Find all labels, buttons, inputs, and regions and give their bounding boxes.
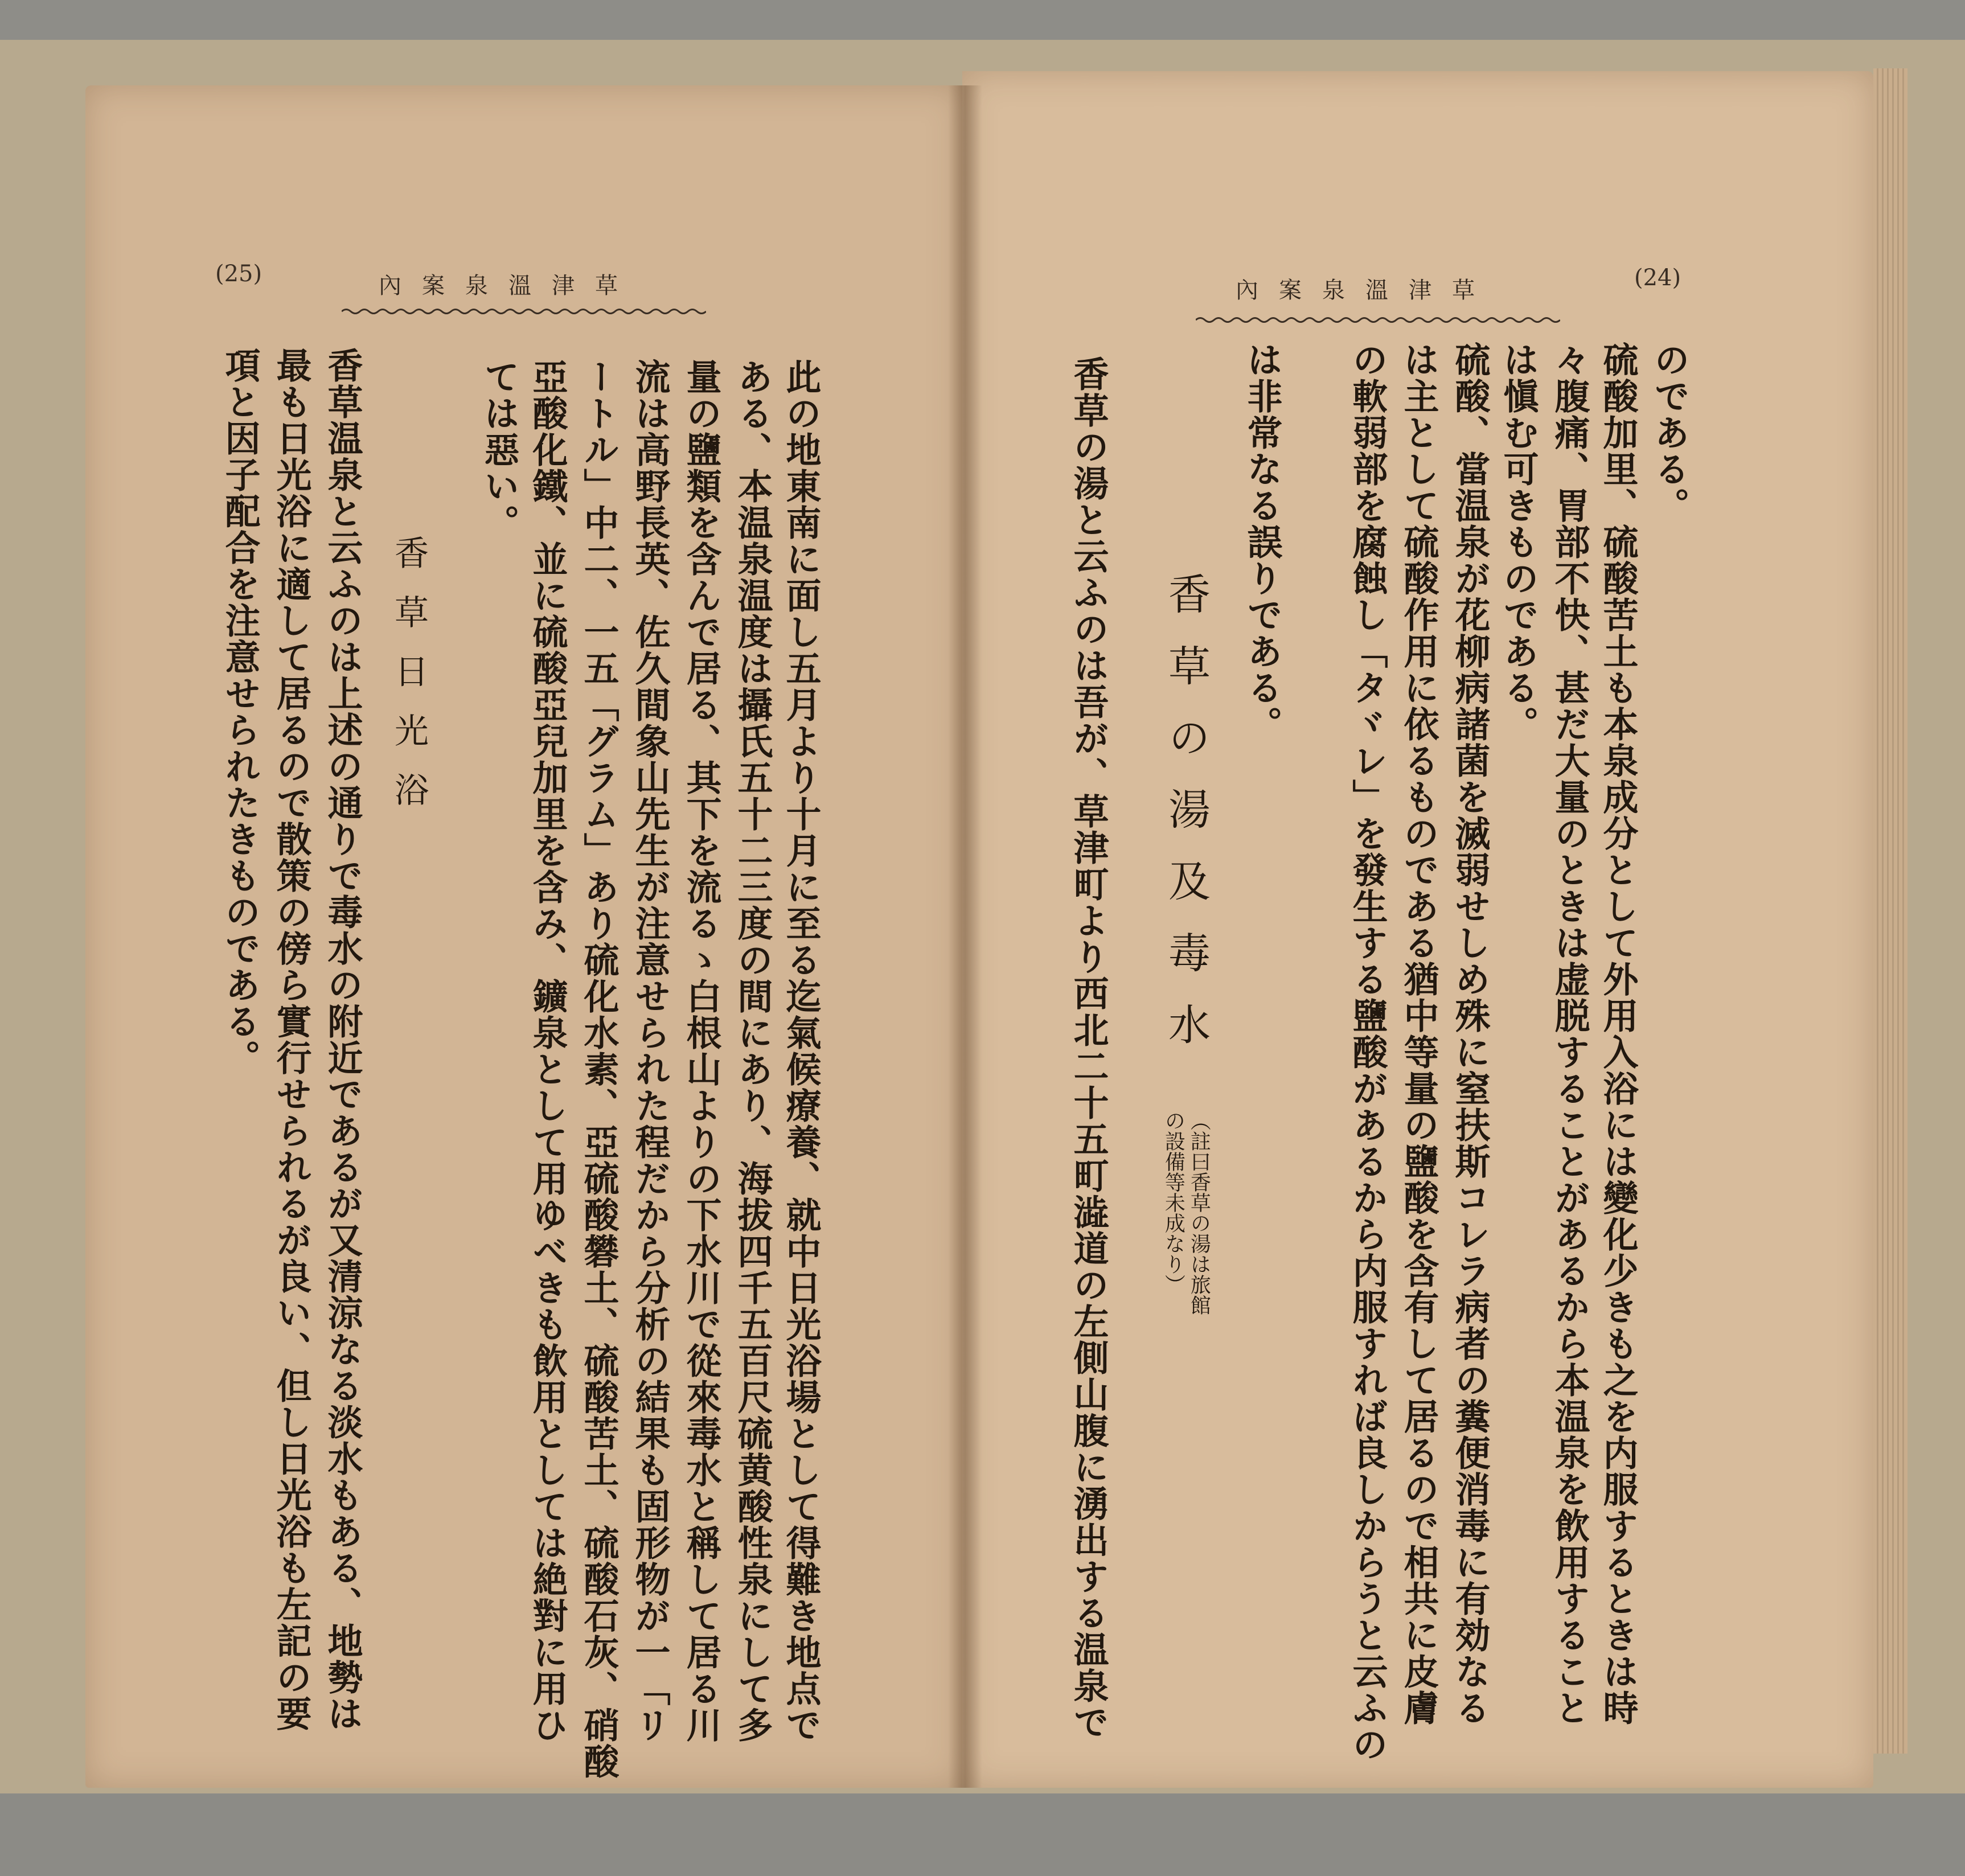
table-surface — [0, 1793, 1965, 1876]
right-text-column: 硫酸加里、硫酸苦土も本泉成分として外用入浴には變化少きも之を内服するときは時 — [1597, 342, 1639, 1726]
left-text-column: 項と因子配合を注意せられたきものである。 — [219, 347, 261, 1076]
left-text-column: 香草温泉と云ふのは上述の通りで毒水の附近であるが又清涼なる淡水もある、地勢は — [322, 347, 363, 1732]
right-text-column: は愼む可きものである。 — [1498, 342, 1539, 742]
book-gutter — [948, 85, 982, 1788]
right-text-column: 々腹痛、胃部不快、甚だ大量のときは虚脱することがあるから本温泉を飲用すること — [1549, 342, 1590, 1726]
page-edges — [1873, 68, 1907, 1754]
left-text-column: 流は高野長英、佐久間象山先生が注意せられた程だから分析の結果も固形物が一「リ — [629, 359, 671, 1743]
right-page-number: (24) — [1634, 265, 1681, 291]
right-text-column: は主として硫酸作用に依るものである猶中等量の鹽酸を含有して居るので相共に皮膚 — [1398, 342, 1439, 1726]
left-page — [85, 85, 962, 1788]
right-text-column: の軟弱部を腐蝕し「タヾレ」を發生する鹽酸があるから内服すれば良しからうと云ふの — [1347, 342, 1388, 1763]
right-section-heading: 香草の湯及毒水 — [1162, 572, 1211, 1074]
right-text-column: のである。 — [1648, 342, 1690, 524]
left-text-column: 亞酸化鐵、並に硫酸亞兒加里を含み、鑛泉として用ゆべきも飲用としては絶對に用ひ — [527, 359, 568, 1743]
right-header-rule — [1196, 316, 1560, 324]
left-text-column: 此の地東南に面し五月より十月に至る迄氣候療養、就中日光浴場として得難き地点で — [780, 359, 822, 1743]
left-text-column: 最も日光浴に適して居るので散策の傍ら實行せられるが良い、但し日光浴も左記の要 — [270, 347, 312, 1732]
left-header-rule — [342, 307, 706, 315]
left-running-header: 內案泉溫津草 — [379, 273, 638, 299]
right-heading-note-2: の設備等未成なり） — [1162, 1110, 1185, 1295]
right-heading-note-1: （註曰香草の湯は旅館 — [1187, 1110, 1211, 1315]
left-text-column: ートル」中二、一五「グラム」あり硫化水素、亞硫酸礬土、硫酸苦土、硫酸石灰、硝酸 — [578, 359, 620, 1780]
right-text-column: 硫酸、當温泉が花柳病諸菌を滅弱せしめ殊に窒扶斯コレラ病者の糞便消毒に有効なる — [1449, 342, 1491, 1726]
left-text-column: ては惡い。 — [478, 359, 520, 541]
right-running-header: 內案泉溫津草 — [1236, 277, 1495, 303]
left-text-column: 量の鹽類を含んで居る、其下を流るゝ白根山よりの下水川で從來毒水と稱して居る川 — [680, 359, 722, 1743]
left-page-number: (25) — [215, 261, 262, 287]
left-section-heading: 香草日光浴 — [389, 535, 429, 831]
right-text-column: 香草の湯と云ふのは吾が、草津町より西北二十五町澁道の左側山腹に湧出する温泉で — [1068, 356, 1109, 1740]
right-text-column: は非常なる誤りである。 — [1241, 342, 1283, 742]
left-text-column: ある、本温泉温度は攝氏五十二三度の間にあり、海拔四千五百尺硫黄酸性泉にして多 — [732, 359, 773, 1743]
